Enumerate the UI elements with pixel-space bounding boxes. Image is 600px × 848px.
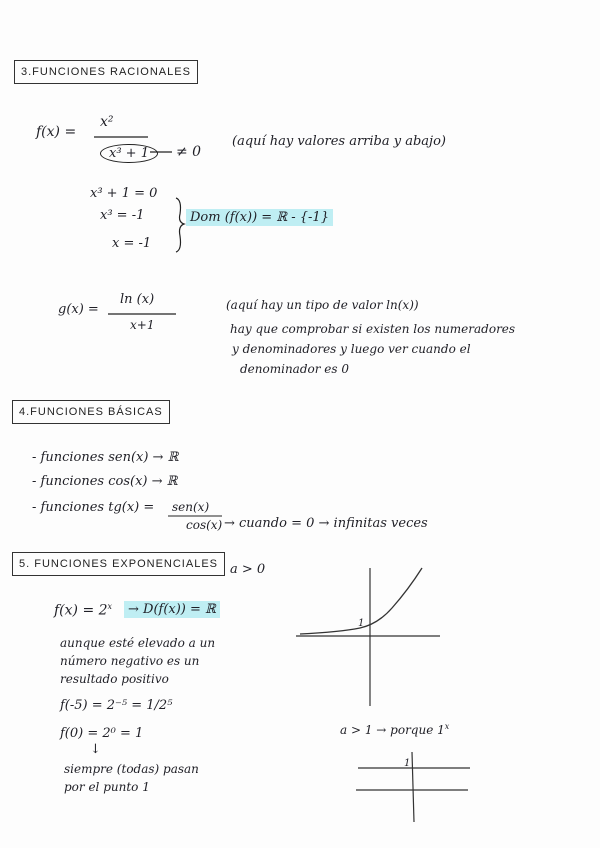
basic-tg: - funciones tg(x) = bbox=[32, 500, 155, 515]
tg-denominator: cos(x) bbox=[186, 518, 223, 532]
section-5-title: 5. FUNCIONES EXPONENCIALES bbox=[12, 552, 225, 576]
equation-1: x³ + 1 = 0 bbox=[90, 186, 158, 201]
exp-text-4: siempre (todas) pasan bbox=[64, 762, 199, 776]
tg-numerator: sen(x) bbox=[172, 500, 210, 514]
section-4-title: 4.FUNCIONES BÁSICAS bbox=[12, 400, 170, 424]
graph2-vertical bbox=[412, 752, 414, 822]
note-values: (aquí hay valores arriba y abajo) bbox=[232, 134, 446, 149]
exp-text-5: por el punto 1 bbox=[64, 780, 150, 794]
f-label: f(x) = bbox=[36, 124, 77, 140]
fraction-denominator: x³ + 1 bbox=[100, 144, 158, 163]
g-note-3: y denominadores y luego ver cuando el bbox=[232, 342, 471, 356]
equation-3: x = -1 bbox=[112, 236, 152, 251]
g-note-2: hay que comprobar si existen los numeradores bbox=[230, 322, 516, 336]
g-note-1: (aquí hay un tipo de valor ln(x)) bbox=[226, 298, 419, 312]
g-numerator: ln (x) bbox=[120, 292, 155, 307]
equation-2: x³ = -1 bbox=[100, 208, 145, 223]
not-equal-zero: ≠ 0 bbox=[176, 144, 202, 160]
rule-exponent: x bbox=[444, 722, 450, 731]
example-1: f(-5) = 2⁻⁵ = 1/2⁵ bbox=[60, 698, 173, 713]
g-note-4: denominador es 0 bbox=[240, 362, 350, 376]
rule-base: a > 1 → porque 1 bbox=[340, 723, 445, 737]
g-label: g(x) = bbox=[58, 302, 99, 317]
domain-highlight: Dom (f(x)) = ℝ - {-1} bbox=[186, 209, 333, 226]
basic-sen: - funciones sen(x) → ℝ bbox=[32, 450, 179, 465]
tg-note: → cuando = 0 → infinitas veces bbox=[224, 516, 428, 531]
exp-domain-highlight: → D(f(x)) = ℝ bbox=[124, 601, 220, 618]
brace bbox=[176, 198, 184, 252]
exp-text-2: número negativo es un bbox=[60, 654, 200, 668]
graph-label-1: 1 bbox=[358, 618, 365, 629]
exp-base: f(x) = 2 bbox=[54, 602, 108, 619]
fraction-numerator: x² bbox=[100, 114, 114, 130]
exp-text-3: resultado positivo bbox=[60, 672, 169, 686]
condition: a > 0 bbox=[230, 562, 266, 577]
graph2-label-1: 1 bbox=[404, 758, 411, 769]
exp-text-1: aunque esté elevado a un bbox=[60, 636, 216, 650]
section-3-title: 3.FUNCIONES RACIONALES bbox=[14, 60, 198, 84]
exp-exponent: x bbox=[107, 602, 113, 611]
basic-cos: - funciones cos(x) → ℝ bbox=[32, 474, 178, 489]
g-denominator: x+1 bbox=[130, 318, 155, 332]
example-2: f(0) = 2⁰ = 1 bbox=[60, 726, 144, 741]
down-arrow: ↓ bbox=[90, 742, 101, 757]
